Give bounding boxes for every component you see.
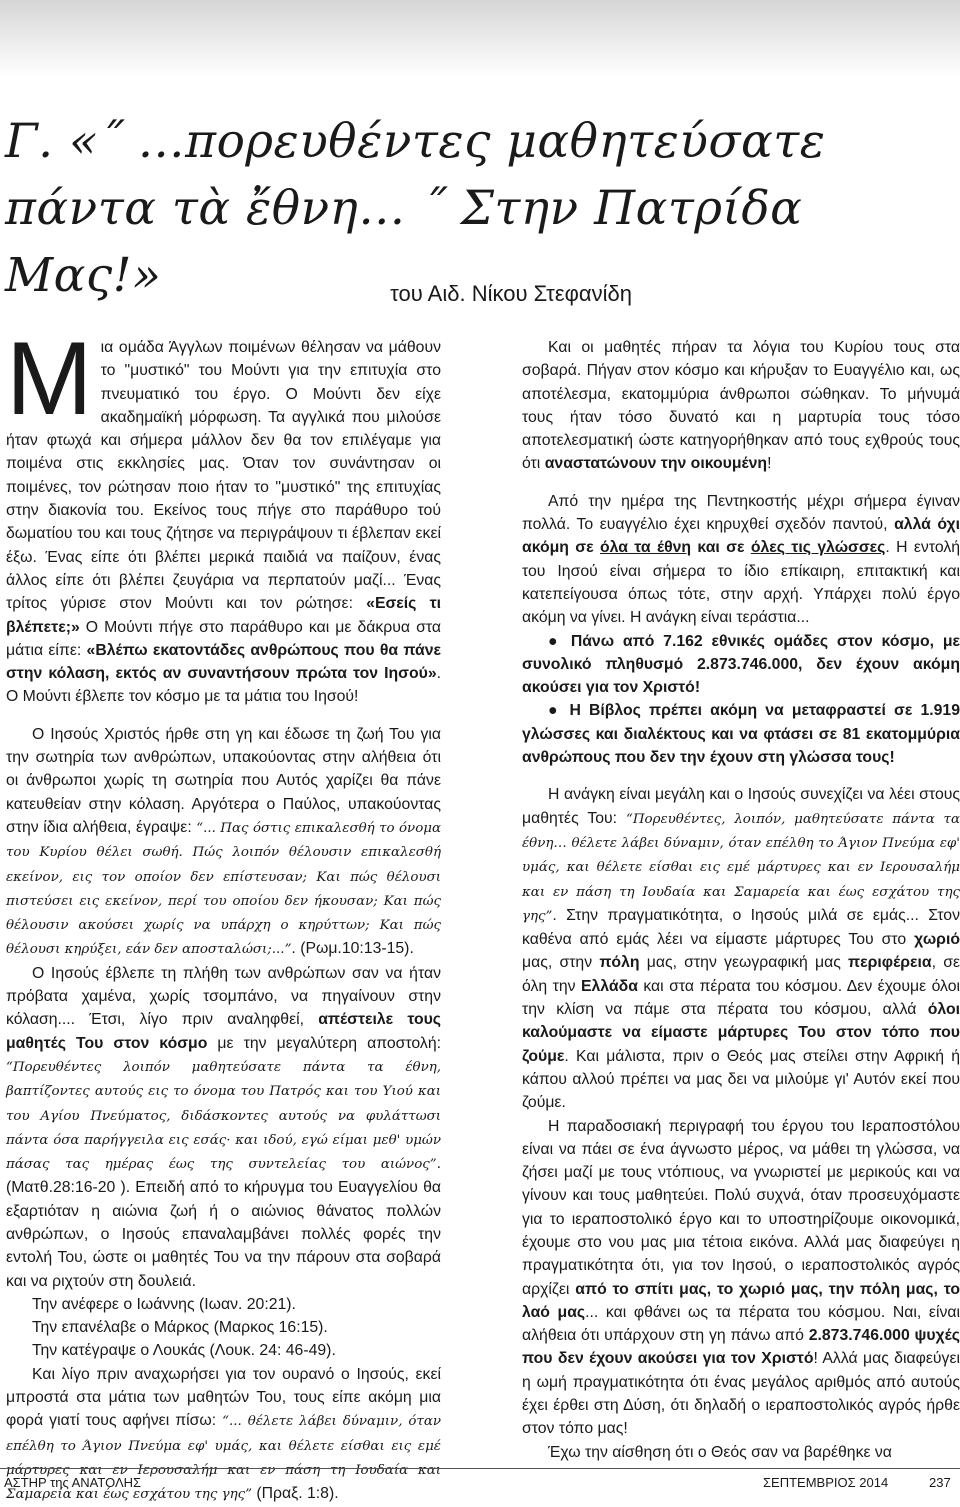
bullet-dot-icon: ● (548, 702, 570, 720)
paragraph-pentecost (522, 490, 960, 630)
text-run: Από την ημέρα της Πεντηκοστής μέχρι σήμερα έγιναν πολλά. Το ευαγγέλιο έχει κηρυχθεί σχεδόν παντού, (522, 492, 960, 534)
text-run: «Βλέπω εκατοντάδες ανθρώπους που θα πάνε στην κόλαση, εκτός αν συναντήσουν πρώτα τον Ιησού» (6, 641, 441, 683)
text-run: (Πραξ. 1:8). (251, 1485, 339, 1503)
drop-cap: Μ (6, 321, 93, 437)
text-run: Ο Μούντι πήγε στο παράθυρο και με δάκρυα στα μάτια είπε: (6, 618, 441, 659)
text-run: μας, στην γεωγραφική μας (639, 954, 849, 972)
bullet-dot-icon: ● (548, 632, 571, 650)
text-run: όλοι καλούμαστε να είμαστε μάρτυρες Του στον τόπο που ζούμε (522, 1001, 960, 1065)
article-title (5, 108, 955, 309)
paragraph-intro (6, 321, 442, 709)
column-right (522, 336, 960, 1464)
issue-date: ΣΕΠΤΕΜΒΡΙΟΣ 2014 (763, 1475, 889, 1490)
magazine-name: ΑΣΤΗΡ της ΑΝΑΤΟΛΗΣ (4, 1475, 142, 1490)
text-run: ... και φθάνει ως τα πέρατα του κόσμου. Ναι, είναι αλήθεια ότι υπάρχουν στη γη πάνω από (522, 1303, 960, 1345)
text-run: Και λίγο πριν αναχωρήσει για τον ουρανό ο Ιησούς, εκεί μπροστά στα μάτια των μαθητών Του, τους είπε ακόμη μια φορά γιατί τους αφήνει πίσω: (6, 1365, 441, 1430)
bullet-text-1: Πάνω από 7.162 εθνικές ομάδες στον κόσμο, με συνολικό πληθυσμό 2.873.746.000, δεν έχουν ακόμη ακούσει για τον Χριστό! (522, 632, 960, 697)
text-run: Η παραδοσιακή περιγραφή του έργου του Ιεραποστόλου είναι να πάει σε ένα άγνωστο μέρος, να μάθει τη γλώσσα, να ζήσει μαζί με τους ντόπιους, να γνωριστεί με μερικούς και να γίνουν και τους μαθητεύει. Πολύ συχνά, όταν προσευχόμαστε για το ιεραποστολικό έργο και το υποστηρίζουμε οικονομικά, έχουμε στο νου μας μια τέτοια εικόνα. Αλλά μας διαφεύγει η πραγματικότητα ότι, για τον Ιησού, ο ιεραποστολικός αγρός αρχίζει (522, 1117, 960, 1298)
text-run: Ο Ιησούς Χριστός ήρθε στη γη και έδωσε τη ζωή Του για την σωτηρία των ανθρώπων, υπακούοντας στην αλήθεια ότι οι άνθρωποι χωρίς τη σωτηρία που Αυτός χαρίζει θα πάνε κατευθείαν στην κόλαση. Αργότερα ο Παύλος, υπακούοντας στην ίδια αλήθεια, έγραψε: (6, 725, 441, 836)
title-line-2: πάντα τὰ ἔθνη… ˝ Στην Πατρίδα Μας!» (5, 181, 803, 303)
text-run: . Η εντολή του Ιησού είναι σήμερα το ίδιο επίκαιρη, επιτακτική και κατεπείγουσα όπως τότε, στην αρχή. Υπάρχει πολύ έργο ακόμη να γίνει. Η ανάγκη είναι τεράστια... (522, 539, 960, 627)
text-run: Η ανάγκη είναι μεγάλη και ο Ιησούς συνεχίζει να λέει στους μαθητές Του: (522, 786, 960, 827)
text-run: . (Ματθ.28:16-20 ). Επειδή από το κήρυγμα του Ευαγγελίου θα εξαρτιόταν η αιώνια ζωή ή ο αιώνιος θάνατος πολλών ανθρώπων, ο Ιησούς επαναλαμβάνει πολλές φορές την εντολή Του, ώστε οι μαθητές Του να την πάρουν στα σοβαρά και να ριχτούν στη δουλειά. (6, 1155, 441, 1290)
text-run: . (Ρωμ.10:13-15). (291, 940, 414, 958)
title-line-1: Γ. «˝ …πορευθέντες μαθητεύσατε (5, 114, 826, 169)
text-run: απέστειλε τους μαθητές Του στον κόσμο (6, 1011, 442, 1052)
text-run: . Ο Μούντι έβλεπε τον κόσμο με τα μάτια του Ιησού! (6, 665, 441, 706)
text-run: Ο Ιησούς έβλεπε τη πλήθη των ανθρώπων σαν να ήταν πρόβατα χαμένα, χωρίς τσομπάνο, να πηγαίνουν στην κόλαση.... Έτσι, λίγο πριν αναληφθεί, (6, 964, 441, 1029)
text-run: με την μεγαλύτερη αποστολή: (207, 1034, 441, 1052)
paragraph-mark: Την επανέλαβε ο Μάρκος (Μαρκος 16:15). (32, 1319, 328, 1337)
author-byline: του Αιδ. Νίκου Στεφανίδη (390, 281, 632, 306)
column-left (6, 321, 442, 1507)
paragraph-john: Την ανέφερε ο Ιωάννης (Ιωαν. 20:21). (32, 1295, 296, 1313)
text-run: περιφέρεια (848, 954, 932, 972)
paragraph-missionary (522, 1115, 960, 1441)
text-run: «Εσείς τι βλέπετε;» (6, 595, 442, 636)
page-footer (0, 1468, 960, 1496)
text-run: από το σπίτι μας, το χωριό μας, την πόλη μας, το λαό μας (522, 1280, 960, 1321)
page-number: 237 (929, 1475, 951, 1490)
bullet-item-bible (522, 699, 960, 769)
text-run: Και οι μαθητές πήραν τα λόγια του Κυρίου τους στα σοβαρά. Πήγαν στον κόσμο και κήρυξαν το Ευαγγέλιο και, ως αποτέλεσμα, εκατομμύρια άνθρωποι σώθηκαν. Το μήνυμά τους ήταν τόσο δυνατό και η μαρτυρία τους τόσο αποτελεσματική ώστε κατηγορήθηκαν από τους εχθρούς τους ότι (522, 339, 960, 473)
paragraph-closing: Έχω την αίσθηση ότι ο Θεός σαν να βαρέθηκε να (548, 1443, 892, 1461)
text-run: , σε όλη την (522, 954, 960, 995)
text-run: και στα πέρατα του κόσμου. Δεν έχουμε όλοι την κλίση να πάμε στα πέρατα του κόσμου, αλλά (522, 977, 960, 1019)
text-run: χωριό (914, 931, 960, 949)
bullet-item-ethnic-groups (522, 630, 960, 700)
text-run: ! Αλλά μας διαφεύγει η ωμή πραγματικότητα ότι ένας μεγάλος αριθμός από αυτούς έχει έρθει στη Δύση, ότι δηλαδή ο ιεραποστολικός αγρός ήρθε στον τόπο μας! (522, 1350, 960, 1438)
text-run: “... θέλετε λάβει δύναμιν, όταν επέλθη το Άγιον Πνεύμα εφ' υμάς, και θέλετε είσθαι εις εμέ μάρτυρες και εν Ιερουσαλήμ και εν πάση τη Ιουδαία και Σαμαρεία και έως εσχάτου της γης” (6, 1414, 442, 1503)
paragraph-disciples (522, 336, 960, 476)
text-run: πόλη (599, 954, 640, 972)
text-run: ! (767, 455, 772, 473)
text-run: ια ομάδα Άγγλων ποιμένων θέλησαν να μάθουν το "μυστικό" του Μούντι για την επιτυχία στο πνευματικό του έργο. Ο Μούντι δεν είχε ακαδημαϊκή μόρφωση. Τα αγγλικά που μιλούσε ήταν φτωχά και σήμερα μάλλον δεν θα τον επιλέγαμε για ποιμένα στις εκκλησίες μας. Όταν τον συνάντησαν οι ποιμένες, τον ρώτησαν ποιο ήταν το "μυστικό" της επιτυχίας στην διακονία του. Εκείνος τους πήγε στο παράθυρο τού δωματίου του και τους ζήτησε να περιγράψουν τι έβλεπαν εκεί έξω. Ένας είπε ότι βλέπει μερικά παιδιά να παίζουν, ένας άλλος είπε ότι βλέπει ζευγάρια να περπατούν μαζί... Ένας τρίτος γύρισε στον Μούντι και τον ρώτησε: (6, 339, 441, 613)
text-run: αναστατώνουν την οικουμένη (544, 455, 768, 473)
paragraph-sheep (6, 962, 441, 1293)
text-run: μας, στην (522, 954, 600, 972)
header-band (0, 0, 960, 78)
text-run: όλες τις γλώσσες (750, 539, 886, 557)
text-run: “Πορευθέντες λοιπόν μαθητεύσατε πάντα τα έθνη, βαπτίζοντες αυτούς εις το όνομα του Πατρός και του Υιού και του Αγίου Πνεύματος, διδάσκοντες αυτούς να φυλάττωσι πάντα όσα παρήγγειλα εις εσάς· και ιδού, εγώ είμαι μεθ' υμών πάσας τας ημέρας έως της συντελείας του αιώνος” (6, 1059, 441, 1173)
text-run: “... Πας όστις επικαλεσθή το όνομα του Κυρίου θέλει σωθή. Πώς λοιπόν θέλουσιν επικαλεσθή εκείνον, εις τον οποίον δεν επίστευσαν; Και πώς θέλουσι πιστεύσει εις εκείνον, περί του οποίου δεν ήκουσαν; Και πώς θέλουσιν ακούσει χωρίς να υπάρχη ο κηρύττων; Και πώς θέλουσι κηρύξει, εάν δεν αποσταλώσι;...” (6, 820, 441, 958)
text-run: αλλά όχι ακόμη σε (522, 516, 960, 557)
text-run: και σε (691, 539, 751, 557)
paragraph-jesus (6, 723, 441, 962)
paragraph-luke: Την κατέγραψε ο Λουκάς (Λουκ. 24: 46-49). (32, 1342, 336, 1360)
text-run: . Και μάλιστα, πριν ο Θεός μας στείλει στην Αφρική ή κάπου αλλού πρέπει να μας δει να μιλούμε γι' Αυτόν εκεί που ζούμε. (522, 1047, 960, 1112)
text-run: όλα τα έθνη (599, 539, 692, 557)
text-run: “Πορευθέντες, λοιπόν, μαθητεύσατε πάντα τα έθνη… θέλετε λάβει δύναμιν, όταν επέλθη το Άγιον Πνεύμα εφ' υμάς, και θέλετε είσθαι εις εμέ μάρτυρες και εν Ιερουσαλήμ και εν πάση τη Ιουδαία και Σαμαρεία και έως εσχάτου της γης” (522, 811, 960, 924)
bullet-text-2: Η Βίβλος πρέπει ακόμη να μεταφραστεί σε 1.919 γλώσσες και διαλέκτους και να φτάσει σε 81 εκατομμύρια ανθρώπους που δεν την έχουν στη γλώσσα τους! (522, 702, 960, 767)
text-run: 2.873.746.000 ψυχές που δεν έχουν ακούσει για τον Χριστό (522, 1327, 960, 1368)
paragraph-need (522, 783, 960, 1114)
text-run: . Στην πραγματικότητα, ο Ιησούς μιλά σε εμάς... Στον καθένα από εμάς λέει να είμαστε μάρτυρες Του στο (522, 906, 960, 949)
text-run: Ελλάδα (580, 977, 638, 995)
